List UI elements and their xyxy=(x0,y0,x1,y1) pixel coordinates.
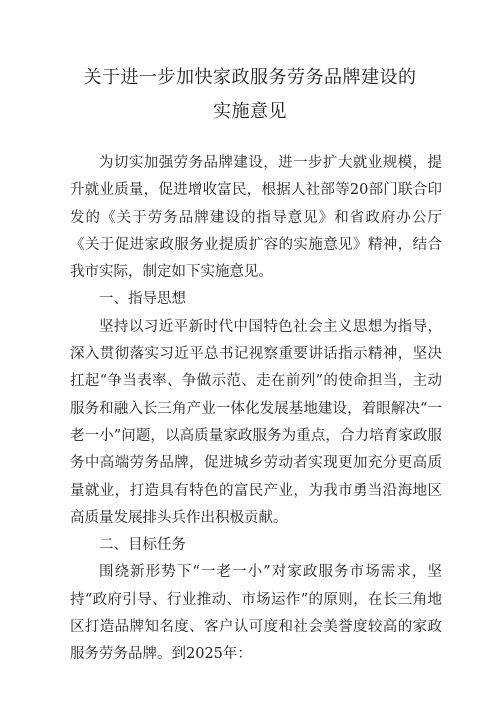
guiding-ideology-paragraph: 坚持以习近平新时代中国特色社会主义思想为指导，深入贯彻落实习近平总书记视察重要讲话指示精神，坚决扛起“争当表率、争做示范、走在前列”的使命担当，主动服务和融入长三角产业一体化发展基地建设，着眼解决“一老一小”问题，以高质量家政服务为重点，合力培育家政服务中高端劳务品牌，促进城乡劳动者实现更加充分更高质量就业，打造具有特色的富民产业，为我市勇当沿海地区高质量发展排头兵作出积极贡献。 xyxy=(70,318,442,526)
goals-tasks-paragraph: 围绕新形势下“一老一小”对家政服务市场需求，坚持“政府引导、行业推动、市场运作”的原则，在长三角地区打造品牌知名度、客户认可度和社会美誉度较高的家政服务劳务品牌。到2025年： xyxy=(70,564,442,663)
intro-paragraph: 为切实加强劳务品牌建设，进一步扩大就业规模，提升就业质量，促进增收富民，根据人社部等20部门联合印发的《关于劳务品牌建设的指导意见》和省政府办公厅《关于促进家政服务业提质扩容的实施意见》精神，结合我市实际，制定如下实施意见。 xyxy=(70,155,442,281)
section-heading-guiding-ideology: 一、指导思想 xyxy=(99,291,186,308)
section-heading-goals-tasks: 二、目标任务 xyxy=(99,537,186,554)
document-body xyxy=(70,150,442,669)
document-title-line-2: 实施意见 xyxy=(213,101,287,122)
document-title-line-1: 关于进一步加快家政服务劳务品牌建设的 xyxy=(83,67,417,88)
